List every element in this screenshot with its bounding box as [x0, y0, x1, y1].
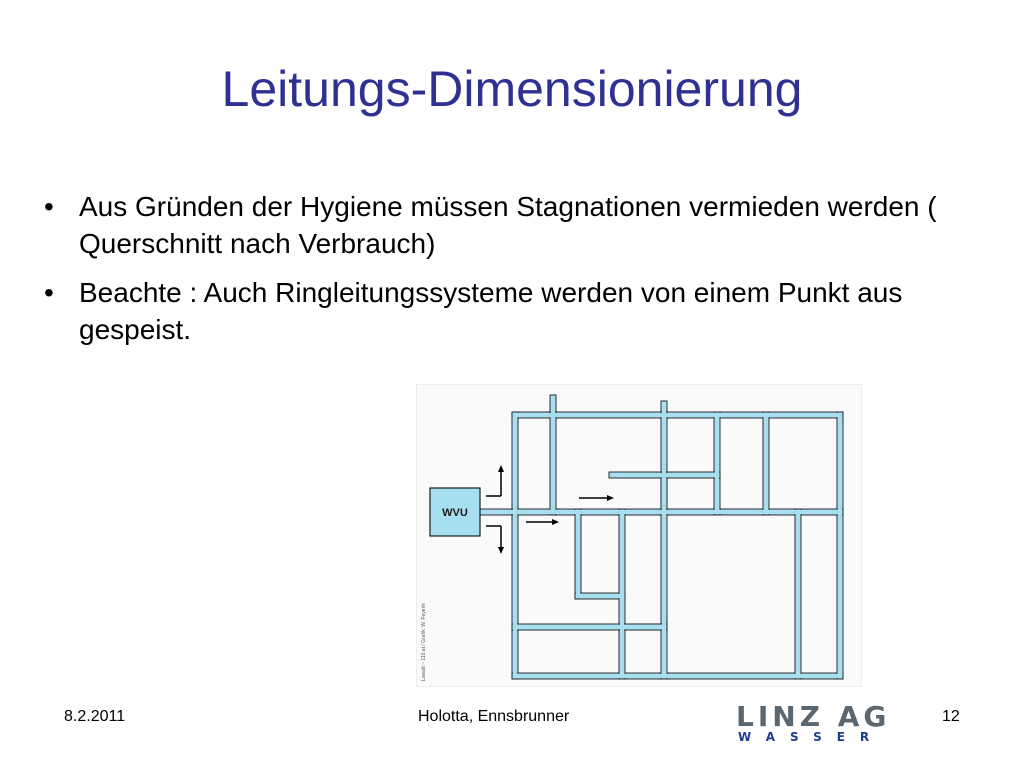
logo-sub-text: WASSER	[738, 730, 885, 744]
bullet-item	[44, 188, 974, 262]
pipe-fill	[513, 674, 842, 678]
diagram-credit: Lowatt ~ 110.at / Grafik: W. Feyerik	[421, 603, 427, 681]
bullet-text: Aus Gründen der Hygiene müssen Stagnationen vermieden werden ( Querschnitt nach Verbrauch)	[79, 191, 937, 259]
footer-date: 8.2.2011	[64, 708, 126, 725]
pipe-fill	[764, 413, 768, 514]
pipe-fill	[551, 413, 555, 514]
wvu-label: WVU	[442, 507, 468, 519]
pipe-fill	[513, 510, 842, 514]
logo-main-text: LINZ AG	[736, 700, 891, 733]
bullet-text: Beachte : Auch Ringleitungssysteme werden von einem Punkt aus gespeist.	[79, 277, 903, 345]
bullet-item	[44, 274, 974, 348]
pipe-fill	[715, 413, 719, 514]
pipe-fill	[576, 594, 624, 598]
bullet-list	[44, 188, 974, 360]
pipe-fill	[620, 625, 666, 629]
pipe-fill	[662, 510, 666, 678]
pipe-fill	[620, 510, 624, 678]
pipe-fill	[838, 413, 842, 678]
pipe-fill	[513, 413, 842, 417]
pipe-fill	[662, 473, 666, 514]
bullet-marker: •	[44, 191, 54, 222]
slide-title: Leitungs-Dimensionierung	[221, 61, 803, 117]
footer-author: Holotta, Ennsbrunner	[418, 708, 570, 725]
pipe-fill	[478, 510, 517, 514]
bullet-marker: •	[44, 277, 54, 308]
linz-ag-logo	[736, 700, 896, 744]
pipe-fill	[576, 510, 580, 598]
pipe-fill	[513, 413, 517, 678]
page-number: 12	[942, 708, 960, 725]
pipe-network-diagram	[416, 384, 862, 687]
pipe-fill	[796, 510, 800, 678]
wvu-box	[430, 488, 480, 536]
